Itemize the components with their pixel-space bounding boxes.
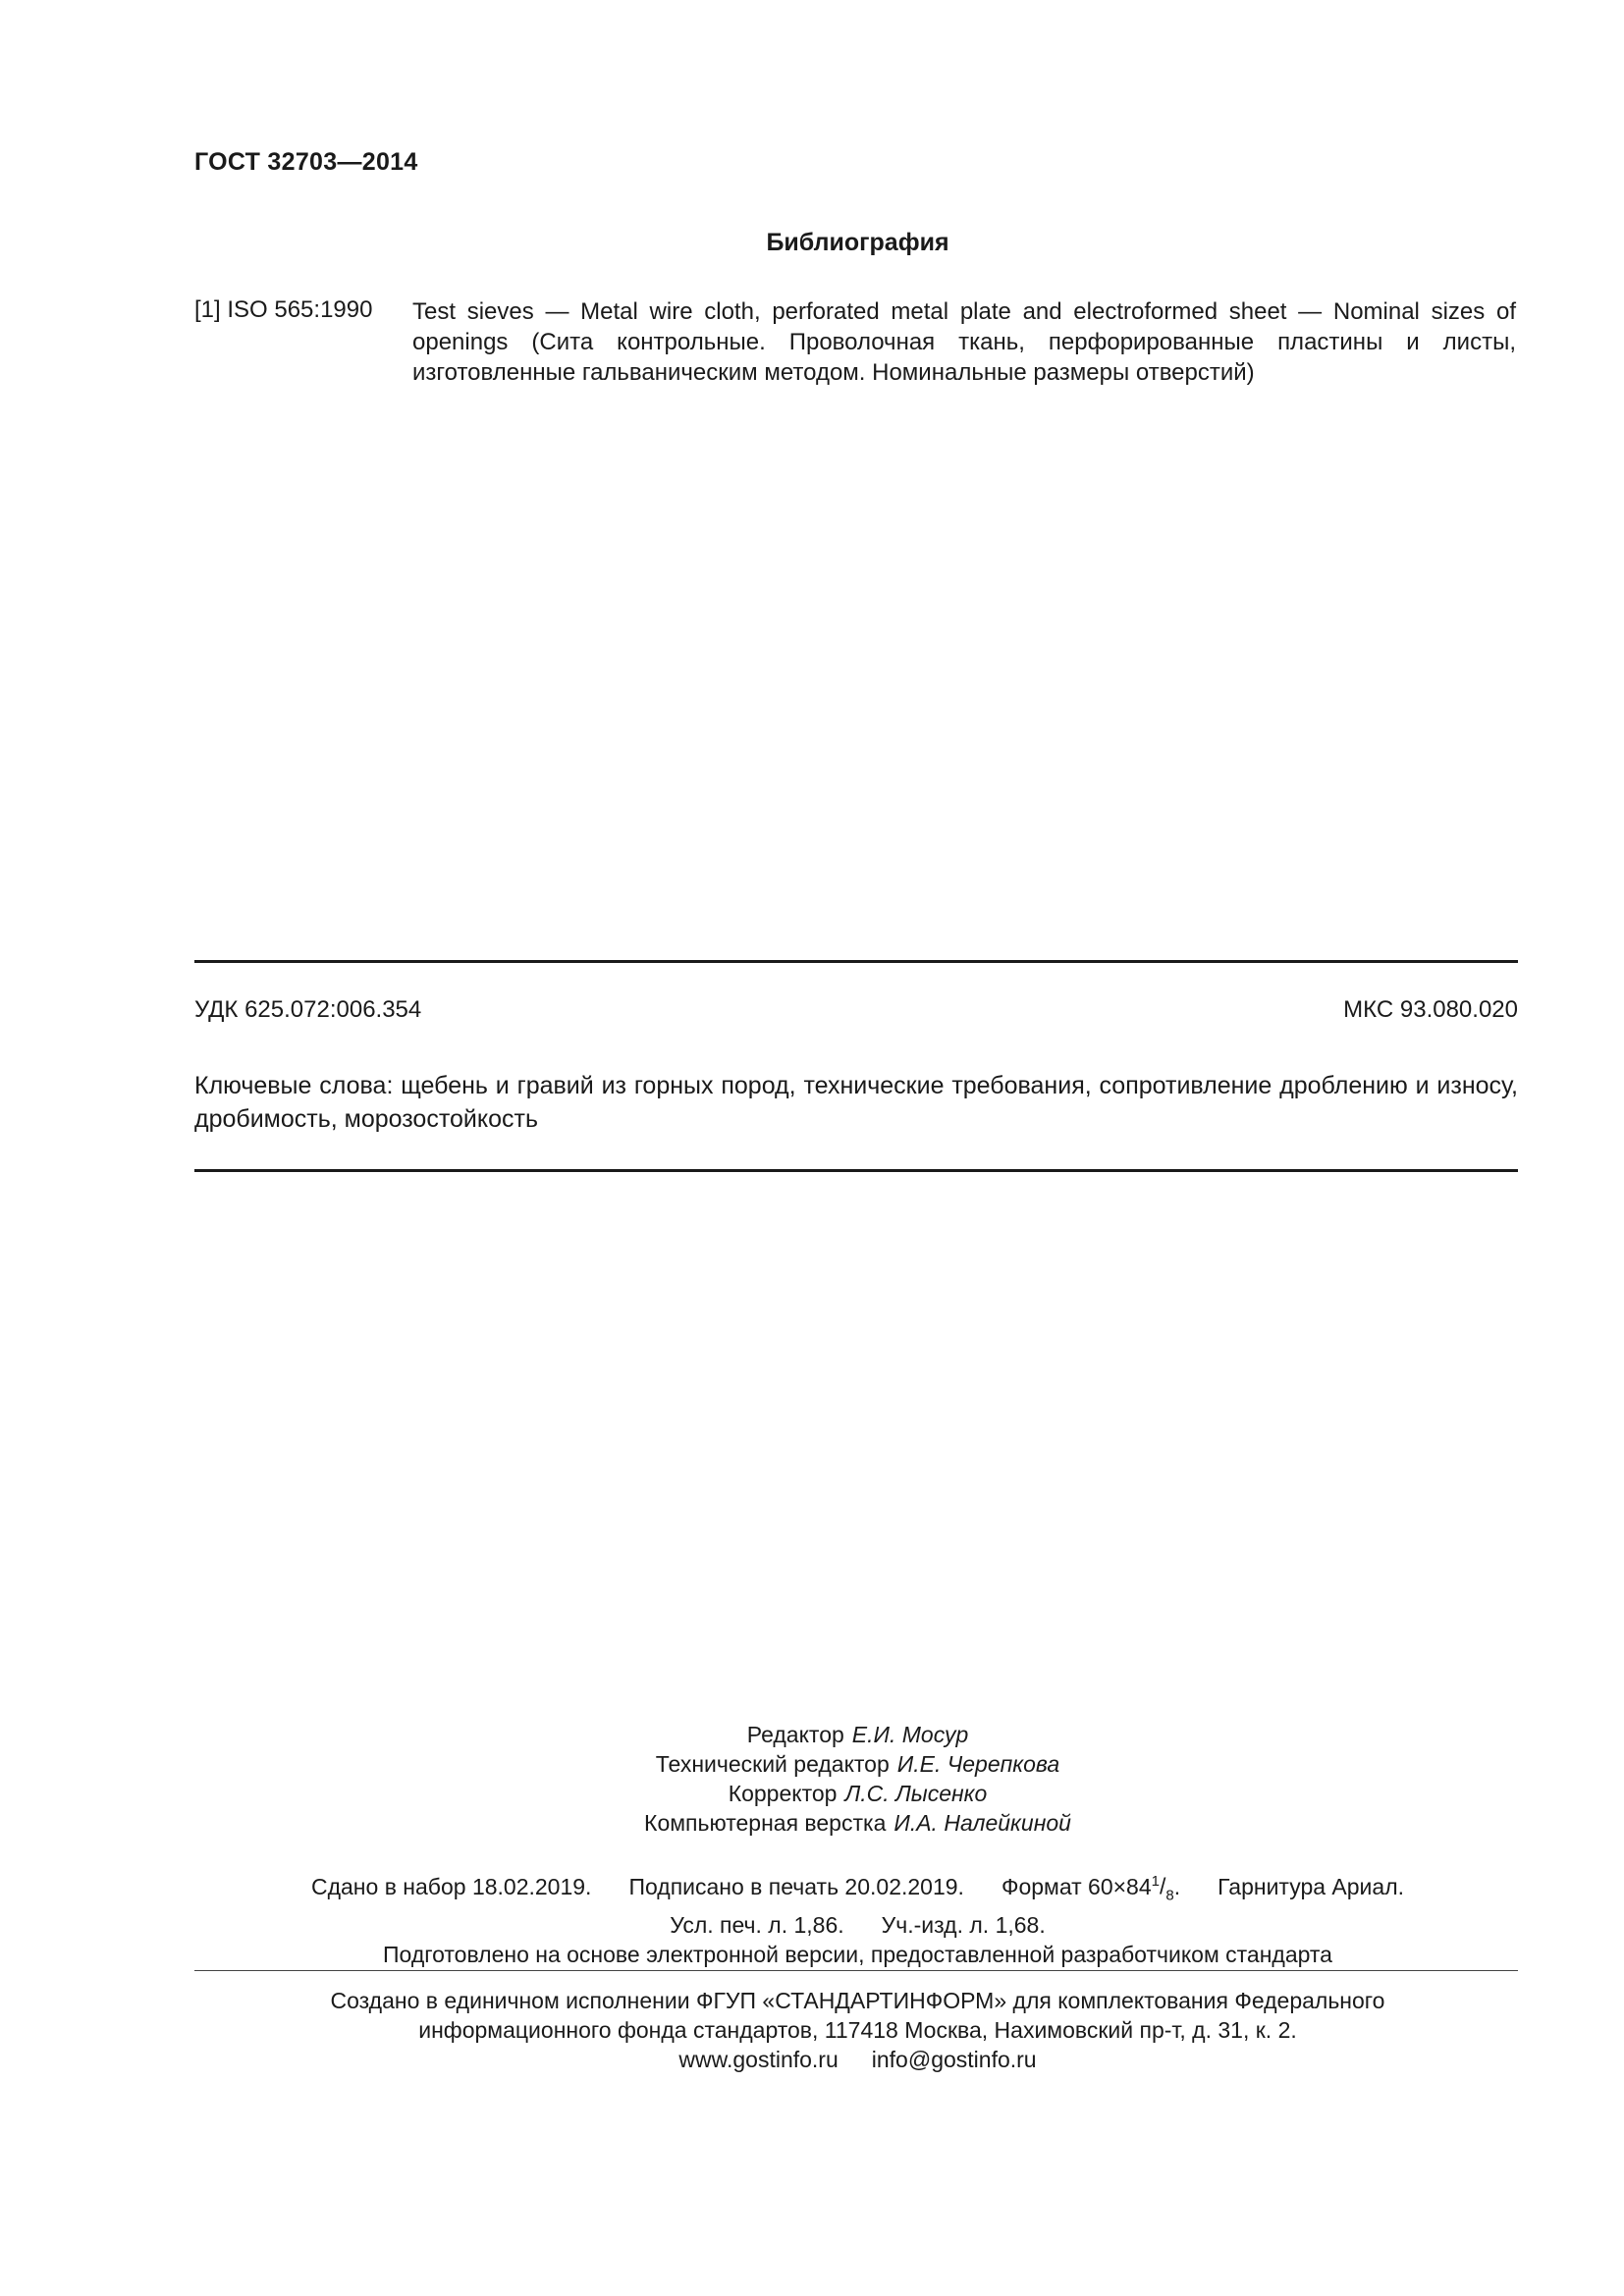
mks-code: МКС 93.080.020 [1343,996,1518,1023]
credits [0,1720,1624,1838]
divider-top [194,960,1518,963]
credit-role: Редактор [746,1722,844,1747]
typeface: Гарнитура Ариал. [1218,1873,1405,1899]
footer [0,1986,1624,2074]
credit-role: Технический редактор [655,1751,890,1777]
credit-line-layout [0,1808,1624,1838]
publishing-line-2 [0,1910,1624,1940]
format-sup: 1 [1151,1873,1160,1890]
publishing-line-1 [0,1867,1624,1910]
credit-role: Корректор [728,1781,838,1806]
footer-line-2: информационного фонда стандартов, 117418 Москва, Нахимовский пр-т, д. 31, к. 2. [418,2017,1297,2043]
credit-line-editor [0,1720,1624,1749]
format-sub: 8 [1165,1887,1174,1904]
prepared-note: Подготовлено на основе электронной версии, предоставленной разработчиком стандарта [383,1942,1332,1968]
email-link[interactable]: info@gostinfo.ru [871,2047,1037,2072]
submitted-date: Сдано в набор 18.02.2019. [310,1873,592,1899]
footer-contacts [0,2045,1624,2074]
bibliography-ref-number: [1] ISO 565:1990 [194,296,373,323]
signed-date: Подписано в печать 20.02.2019. [628,1873,964,1899]
print-sheets: Усл. печ. л. 1,86. [670,1912,844,1939]
keywords: Ключевые слова: щебень и гравий из горных пород, технические требования, сопротивление дроблению и износу, дробимость, морозостойкость [194,1072,1518,1133]
bibliography-ref-text: Test sieves — Metal wire cloth, perforated metal plate and electroformed sheet — Nominal sizes of openings (Сита контрольные. Проволочная ткань, перфорированные пластины и листы, изготовленные гальваническим методом. Номинальные размеры отверстий) [412,298,1516,386]
document-code: ГОСТ 32703—2014 [194,148,418,176]
credit-line-tech-editor [0,1749,1624,1779]
format-info: Формат $60\times 84^1/_8$. [1001,1873,1181,1904]
publishing-info [0,1867,1624,1969]
divider-footer [194,1970,1518,1971]
format-suffix: . [1173,1873,1181,1899]
credit-name: Е.И. Мосур [851,1722,969,1747]
footer-line-1: Создано в единичном исполнении ФГУП «СТАНДАРТИНФОРМ» для комплектования Федерального [330,1988,1385,2013]
divider-bottom [194,1169,1518,1172]
udk-code: УДК 625.072:006.354 [194,996,422,1023]
credit-role: Компьютерная верстка [644,1810,887,1836]
credit-name: Л.С. Лысенко [844,1781,988,1806]
bibliography-title: Библиография [766,229,949,256]
website-link[interactable]: www.gostinfo.ru [678,2047,839,2072]
credit-name: И.А. Налейкиной [893,1810,1071,1836]
edition-sheets: Уч.-изд. л. 1,68. [881,1912,1046,1939]
credit-line-proofreader [0,1779,1624,1808]
format-prefix: Формат 60×84 [1001,1873,1152,1899]
credit-name: И.Е. Черепкова [896,1751,1060,1777]
